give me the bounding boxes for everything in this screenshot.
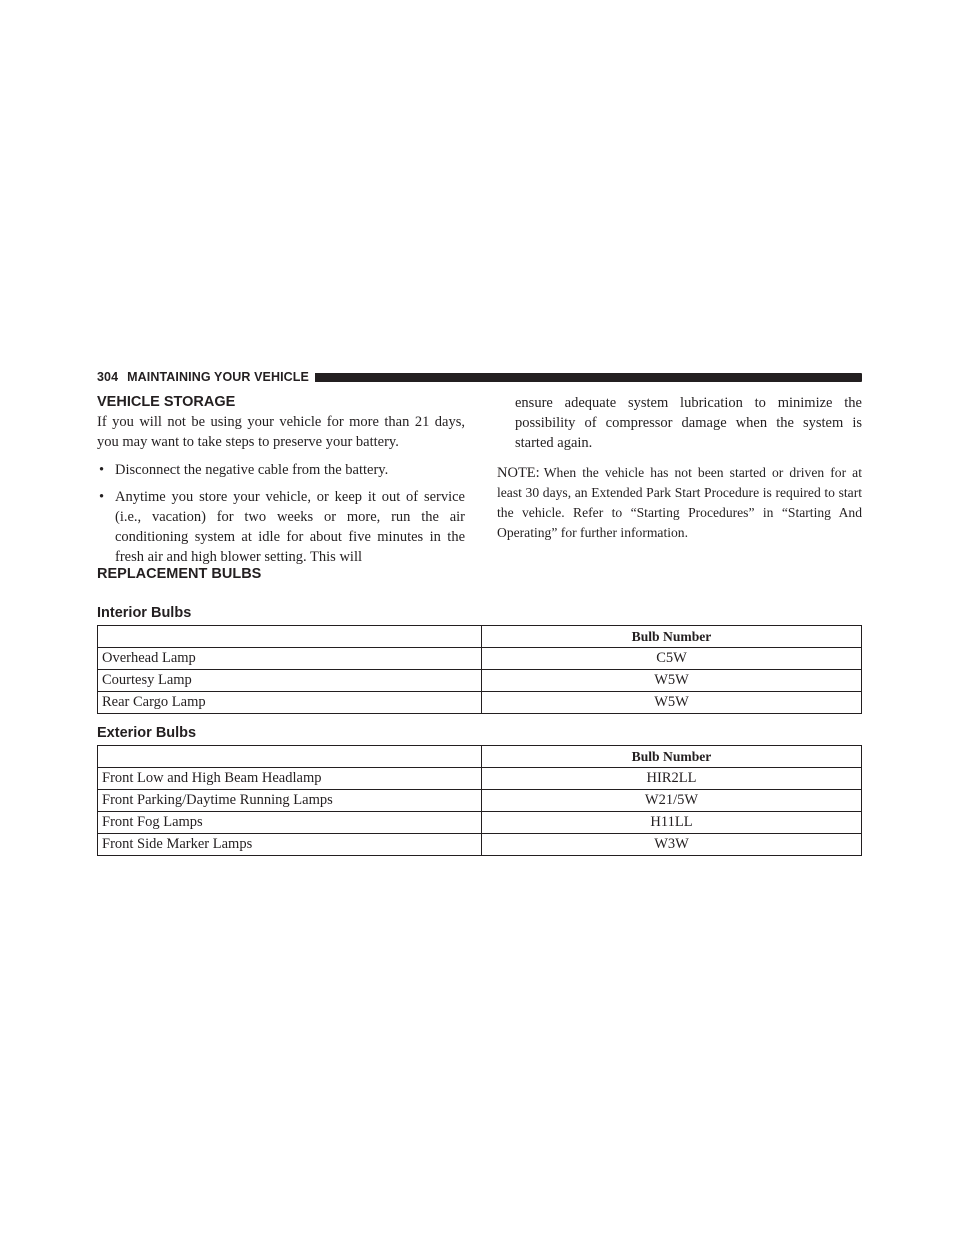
table-row (98, 790, 862, 812)
storage-continuation (497, 393, 862, 557)
bulb-number-cell: H11LL (482, 812, 862, 834)
page-header (97, 369, 862, 385)
vehicle-storage-section (97, 392, 465, 574)
lamp-name-cell: Overhead Lamp (98, 648, 482, 670)
table-header-empty (98, 746, 482, 768)
storage-bullet-list (97, 460, 465, 567)
bulb-number-cell: HIR2LL (482, 768, 862, 790)
note-text: When the vehicle has not been started or driven for at least 30 days, an Extended Park Start Procedure is required to start the vehicle. Refer to “Starting Procedures” in “Starting And Operating” for further information. (497, 465, 862, 540)
header-rule (315, 373, 862, 382)
table-row (98, 692, 862, 714)
table-header-row (98, 626, 862, 648)
lamp-name-cell: Front Parking/Daytime Running Lamps (98, 790, 482, 812)
table-row (98, 834, 862, 856)
exterior-bulbs-title: Exterior Bulbs (97, 725, 197, 741)
table-header-empty (98, 626, 482, 648)
storage-note (497, 463, 862, 543)
table-row (98, 670, 862, 692)
exterior-bulbs-table (97, 745, 862, 856)
bulb-number-cell: W5W (482, 692, 862, 714)
interior-bulbs-title: Interior Bulbs (97, 605, 192, 621)
lamp-name-cell: Rear Cargo Lamp (98, 692, 482, 714)
lamp-name-cell: Front Low and High Beam Headlamp (98, 768, 482, 790)
bulb-number-cell: W3W (482, 834, 862, 856)
lamp-name-cell: Front Fog Lamps (98, 812, 482, 834)
bulb-number-cell: C5W (482, 648, 862, 670)
table-header-row (98, 746, 862, 768)
table-row (98, 648, 862, 670)
storage-bullet-item (97, 460, 465, 480)
storage-bullet-item (97, 487, 465, 567)
storage-bullet-text: Anytime you store your vehicle, or keep it out of service (i.e., vacation) for two weeks or more, run the air conditioning system at idle for about five minutes in the fresh air and high blower setting. This will (115, 489, 465, 565)
table-row (98, 812, 862, 834)
page-number: 304 (97, 370, 119, 384)
storage-bullet-continued: ensure adequate system lubrication to minimize the possibility of compressor damage when the system is started again. (515, 395, 862, 451)
replacement-bulbs-title: REPLACEMENT BULBS (97, 566, 262, 582)
bullet-dot-icon: • (99, 462, 105, 478)
chapter-title: MAINTAINING YOUR VEHICLE (127, 370, 309, 384)
bulb-number-cell: W5W (482, 670, 862, 692)
table-header-bulb-number: Bulb Number (482, 626, 862, 648)
note-label: NOTE: (497, 465, 540, 481)
vehicle-storage-intro: If you will not be using your vehicle for more than 21 days, you may want to take steps to preserve your battery. (97, 414, 465, 450)
table-header-bulb-number: Bulb Number (482, 746, 862, 768)
vehicle-storage-title: VEHICLE STORAGE (97, 394, 236, 410)
bullet-dot-icon: • (99, 489, 105, 505)
lamp-name-cell: Front Side Marker Lamps (98, 834, 482, 856)
bulb-number-cell: W21/5W (482, 790, 862, 812)
storage-bullet-text: Disconnect the negative cable from the battery. (115, 462, 389, 478)
lamp-name-cell: Courtesy Lamp (98, 670, 482, 692)
interior-bulbs-table (97, 625, 862, 714)
table-row (98, 768, 862, 790)
